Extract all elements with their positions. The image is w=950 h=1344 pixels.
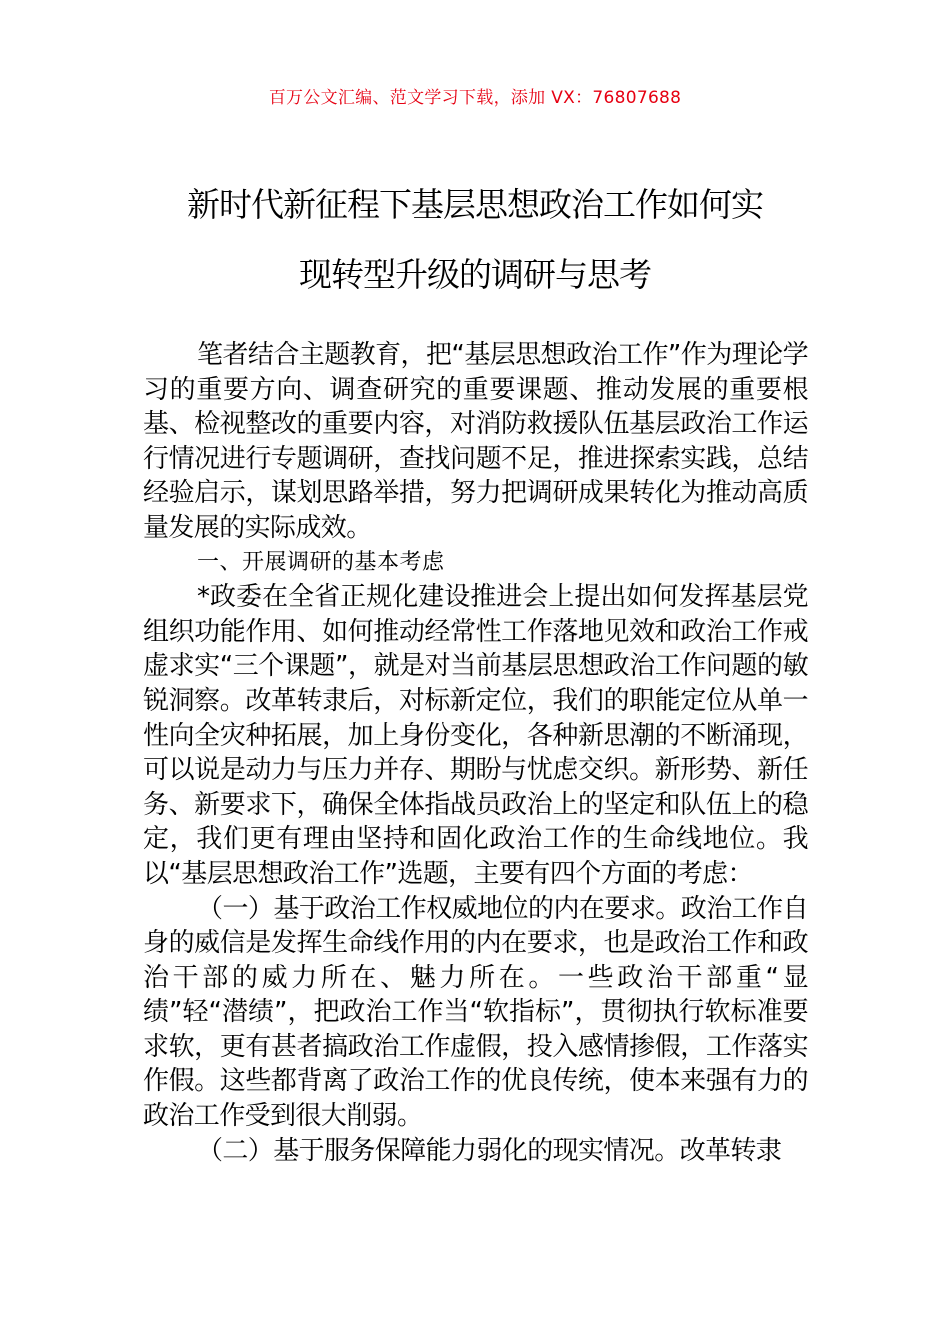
title-line-1: 新时代新征程下基层思想政治工作如何实 <box>187 185 763 224</box>
document-title <box>140 170 810 310</box>
body-paragraph-1: *政委在全省正规化建设推进会上提出如何发挥基层党组织功能作用、如何推动经常性工作落地见效和政治工作戒虚求实“三个课题”，就是对当前基层思想政治工作问题的敏锐洞察。改革转隶后，对标新定位，我们的职能定位从单一性向全灾种拓展，加上身份变化，各种新思潮的不断涌现，可以说是动力与压力并存、期盼与忧虑交织。新形势、新任务、新要求下，确保全体指战员政治上的坚定和队伍上的稳定，我们更有理由坚持和固化政治工作的生命线地位。我以“基层思想政治工作”选题，主要有四个方面的考虑： <box>143 582 808 889</box>
document-body <box>143 338 808 1168</box>
watermark-banner: 百万公文汇编、范文学习下载，添加 VX：76807688 <box>268 88 682 108</box>
subsection-paragraph-2: （二）基于服务保障能力弱化的现实情况。改革转隶 <box>197 1135 782 1166</box>
title-line-2: 现转型升级的调研与思考 <box>299 255 651 294</box>
subsection-paragraph-1: （一）基于政治工作权威地位的内在要求。政治工作自身的威信是发挥生命线作用的内在要求，也是政治工作和政治干部的威力所在、魅力所在。一些政治干部重“显绩”轻“潜绩”，把政治工作当“软指标”，贯彻执行软标准要求软，更有甚者搞政治工作虚假，投入感情掺假，工作落实作假。这些都背离了政治工作的优良传统，使本来强有力的政治工作受到很大削弱。 <box>143 893 808 1132</box>
intro-paragraph: 笔者结合主题教育，把“基层思想政治工作”作为理论学习的重要方向、调查研究的重要课题、推动发展的重要根基、检视整改的重要内容，对消防救援队伍基层政治工作运行情况进行专题调研，查找问题不足，推进探索实践，总结经验启示，谋划思路举措，努力把调研成果转化为推动高质量发展的实际成效。 <box>143 340 808 543</box>
section-heading-1: 一、开展调研的基本考虑 <box>197 549 445 575</box>
